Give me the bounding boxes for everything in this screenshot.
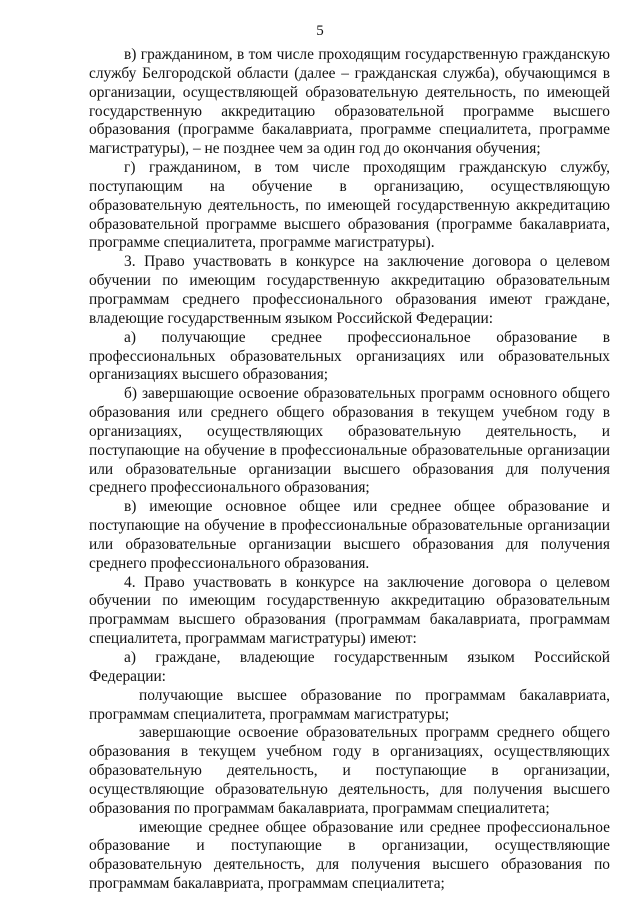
paragraph-3v: в) гражданином, в том числе проходящим государственную гражданскую службу Белгородской области (далее – гражданская служба), обучающимся в организации, осуществляющей образовательную деятельность, по имеющей государственную аккредитацию образовательной программе высшего образования (программе бакалавриата, программе специалитета, программе магистратуры), – не позднее чем за один год до окончания обучения; (89, 46, 610, 158)
paragraph-section-4: 4. Право участвовать в конкурсе на заключение договора о целевом обучении по имеющим государственную аккредитацию образовательным программам высшего образования (программам бакалавриата, программам специалитета, программам магистратуры) имеют: (89, 573, 610, 648)
paragraph-3b: б) завершающие освоение образовательных программ основного общего образования или среднего общего образования в текущем учебном году в организациях, осуществляющих образовательную деятельность, и поступающие на обучение в профессиональные образовательные организации или образовательные организации высшего образования для получения среднего профессионального образования; (89, 385, 610, 497)
document-body (89, 46, 610, 894)
paragraph-3a: а) получающие среднее профессиональное образование в профессиональных образовательных организациях или образовательных организациях высшего образования; (89, 328, 610, 384)
paragraph-3g: г) гражданином, в том числе проходящим гражданскую службу, поступающим на обучение в организацию, осуществляющую образовательную деятельность, по имеющей государственную аккредитацию образовательной программе высшего образования (программе бакалавриата, программе специалитета, программе магистратуры). (89, 159, 610, 252)
paragraph-4a-item-2: завершающие освоение образовательных программ среднего общего образования в текущем учебном году в организациях, осуществляющих образовательную деятельность, и поступающие в организации, осуществляющие образовательную деятельность, для получения высшего образования по программам бакалавриата, программам специалитета; (89, 724, 610, 817)
paragraph-4a-item-1: получающие высшее образование по программам бакалавриата, программам специалитета, программам магистратуры; (89, 686, 610, 723)
paragraph-4a: а) граждане, владеющие государственным языком Российской Федерации: (89, 649, 610, 685)
page-number: 5 (316, 23, 324, 39)
paragraph-section-3: 3. Право участвовать в конкурсе на заключение договора о целевом обучении по имеющим государственную аккредитацию образовательным программам среднего профессионального образования имеют граждане, владеющие государственным языком Российской Федерации: (89, 253, 610, 327)
paragraph-3c: в) имеющие основное общее или среднее общее образование и поступающие на обучение в профессиональные образовательные организации или образовательные организации высшего образования для получения среднего профессионального образования. (89, 498, 610, 572)
paragraph-4a-item-3: имеющие среднее общее образование или среднее профессиональное образование и поступающие в организации, осуществляющие образовательную деятельность, для получения высшего образования по программам бакалавриата, программам специалитета; (89, 818, 610, 893)
